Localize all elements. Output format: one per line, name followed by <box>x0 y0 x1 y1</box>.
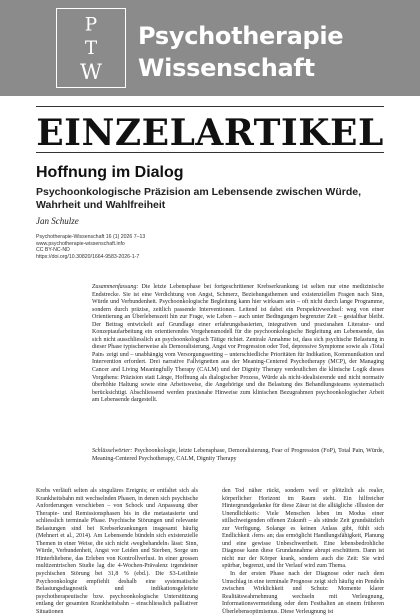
body-column-left <box>36 488 198 616</box>
divider-top <box>36 106 384 107</box>
meta-citation: Psychotherapie-Wissenschaft 16 (1) 2026 7–13 <box>36 234 146 240</box>
abstract <box>92 284 384 405</box>
journal-logo <box>56 8 126 88</box>
article-title: Hoffnung im Dialog <box>36 164 184 181</box>
article-meta <box>36 234 145 260</box>
section-label: EINZELARTIKEL <box>36 112 384 154</box>
article-author: Jan Schulze <box>36 216 79 226</box>
ptw-monogram-icon <box>57 9 125 87</box>
journal-name-line1: Psychotherapie <box>138 22 344 50</box>
keywords <box>92 448 384 463</box>
meta-doi[interactable]: https://doi.org/10.30820/1664-9583-2026-1-7 <box>36 253 140 260</box>
logo-letter-w: W <box>80 60 102 86</box>
keywords-text: Psychoonkologie, letzte Lebensphase, Demoralisierung, Fear of Progression (FoP), Total Pain, Würde, Meaning-Centered Psychotherapy, CALM, Dignity Therapy <box>92 448 385 462</box>
logo-letter-t: T <box>84 37 98 59</box>
body-column-right <box>222 488 384 616</box>
article-subtitle: Psychoonkologische Präzision am Lebensende zwischen Würde, Wahrheit und Wahlfreiheit <box>36 186 361 211</box>
logo-letter-p: P <box>84 14 98 36</box>
meta-website: www.psychotherapie-wissenschaft.info <box>36 240 125 247</box>
body-paragraph: den Tod näher rückt, sondern weil er plötzlich als realer, körperlicher Horizont im Raum steht. Ein hilfreicher Hintergrundgedanke für diese Zäsur ist die alltägliche ›Illusion der Unendlichkeit‹: Viele Menschen leben im Modus einer stillschweigenden offenen Zukunft – als stünde Zeit grundsätzlich zur Verfügung. Solange es keinen Anlass gibt, fühlt sich Endlichkeit ›fern‹ an; das ermöglicht Handlungsfähigkeit, Planung und eine gewisse Unbeschwertheit. Eine lebensbedrohliche Diagnose kann diese Grundannahme abrupt erschüttern. Dann ist nicht nur der Körper krank, sondern auch die Zeit: Sie wird spürbar, begrenzt, und ihr Verlauf wird zum Thema. <box>222 488 384 570</box>
abstract-text: Die letzte Lebensphase bei fortgeschrittener Krebserkrankung ist selten nur eine medizinische Endstrecke. Sie ist eine Verdichtung von Angst, Schmerz, Beziehungsthemen und existenziellen Fragen nach Sinn, Würde und Verbundenheit. Psychoonkologische Begleitung kann hier wirksam sein – oft nicht durch lange Programme, sondern durch präzise, zeitlich passende Interventionen. Leitend ist dabei ein Perspektivwechsel: weg von einer Orientierung an Überlebenszeit hin zur Frage, wie Leben – auch unter Bedingungen begrenzter Zeit – gestaltbar bleibt. Der Beitrag entwickelt auf Grundlage einer erfahrungsbasierten, integrativen und praxisnahen Literatur- und Konzeptaufarbeitung ein orientierendes Vorgehensmodell für die psychoonkologische Begleitung am Lebensende, das sich nicht ausschliesslich an psychoonkologisch Tätige richtet. Zentrale Annahme ist, dass sich psychische Belastung in dieser Phase typischerweise als Demoralisierung, Angst vor Progression oder Tod, depressive Symptome sowie als ›Total Pain‹ zeigt und – unabhängig vom Versorgungssetting – unterschiedliche Prioritäten für Indikation, Kommunikation und Intervention erfordert. Drei narrative Fallvignetten aus der Meaning-Centered Psychotherapy (MCP), der Managing Cancer and Living Meaningfully Therapy (CALM) und der Dignity Therapy verdeutlichen die klinische Logik dieses Vorgehens: Präzision statt Länge, Hoffnung als dialogischer Prozess, Würde als nicht-idealisierende und nicht normativ überhöhte Haltung sowie eine Arbeitsweise, die Angehörige und die Belastung des Behandlungsteams systematisch berücksichtigt. Abschliessend werden praxisnahe Hinweise zum klinischen Bezugrahmen psychoonkologischer Arbeit am Lebensende dargestellt. <box>92 284 384 404</box>
keywords-label: Schlüsselwörter: <box>92 448 133 454</box>
meta-license: CC BY-NC-ND <box>36 247 70 254</box>
body-paragraph: In der ersten Phase nach der Diagnose oder nach dem Umschlag in eine terminale Prognose zeigt sich häufig ein Pendeln zwischen Wirklichkeit und Schutz: Momente klarer Realitätswahrnehmung wechseln mit Verleugnung, Informationsvermeidung oder dem Festhalten an einem früheren Überlebensoptimismus. Diese Verleugnung ist <box>222 571 384 615</box>
journal-name-line2: Wissenschaft <box>138 54 315 82</box>
journal-header-banner <box>0 0 420 96</box>
body-paragraph: Krebs verläuft selten als singuläres Ereignis; er entfaltet sich als Krankheitsbahn mit wechselnden Phasen, in denen sich psychische Anforderungen verschieben – von Schock und Anpassung über Therapie- und Remissionsphasen bis in die metastasierte und schliesslich terminale Phase. Psychische Störungen und relevante Belastungen sind bei Krebserkrankungen insgesamt häufig (Mehnert et al., 2014). Am Lebensende bündeln sich existenzielle Themen in einer Weise, die sich nicht ›wegbehandeln‹ lässt: Sinn, Würde, Verbundenheit, Angst vor Leiden und Sterben, Sorge um Hinterbliebene, das Erleben von Kontrollverlust. In einer grossen multizentrischen Studie lag die 4-Wochen-Prävalenz irgendeiner psychischen Störung bei 31,8 % (ebd.). Die S3-Leitlinie Psychoonkologie empfiehlt deshalb eine systematische Belastungsdiagnostik und indikationsgeleitete psychotherapeutische bzw. psychoonkologische Unterstützung entlang der gesamten Krankheitsbahn – einschliesslich palliativer Situationen <box>36 488 198 615</box>
divider-bottom <box>36 152 384 153</box>
abstract-label: Zusammenfassung: <box>92 284 139 290</box>
